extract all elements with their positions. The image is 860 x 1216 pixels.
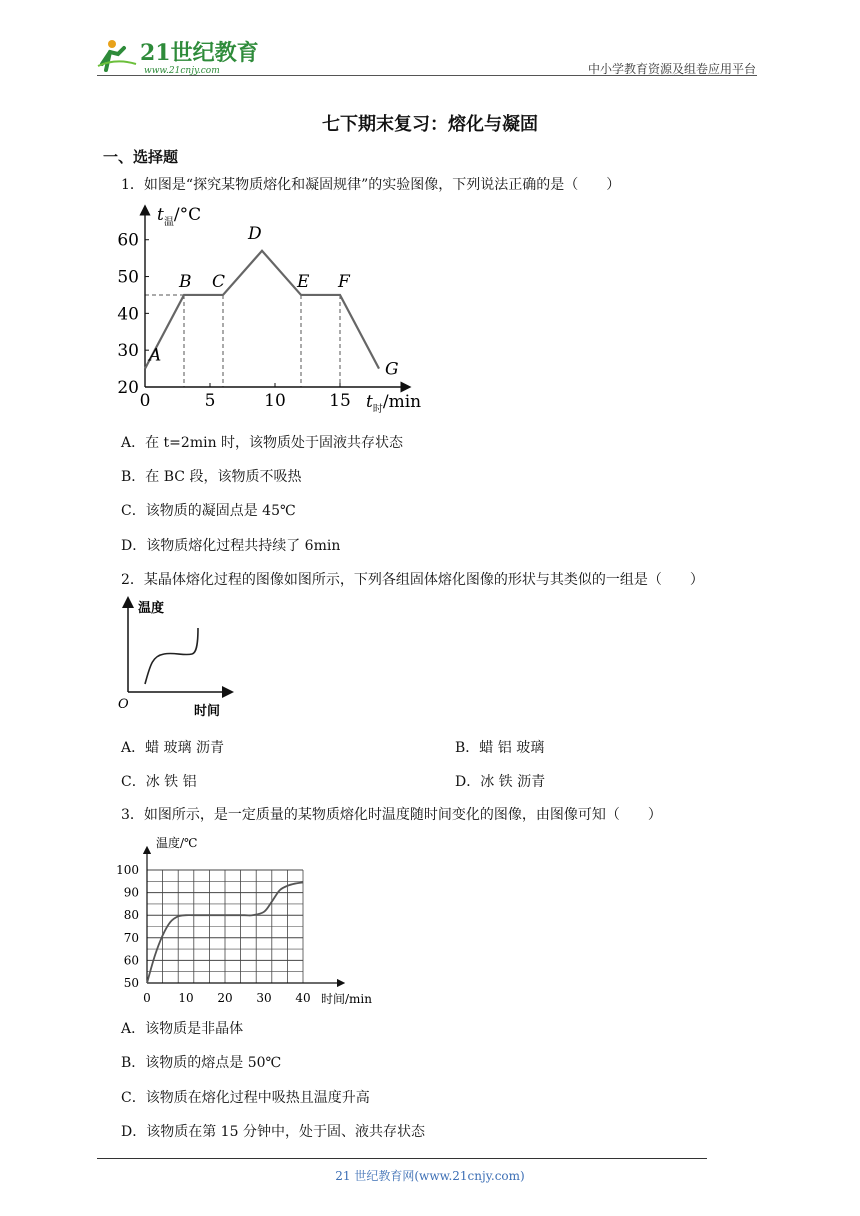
q1-ytick-label: 30 <box>117 341 139 362</box>
q1-series-line <box>145 251 379 369</box>
q3-xtick-label: 40 <box>295 991 311 1005</box>
q1-xtick-label: 0 <box>139 391 151 411</box>
q1-xtick-label: 15 <box>329 391 351 411</box>
q2-option-c[interactable]: C．冰 铁 铝 <box>121 774 197 790</box>
q1-point-label-G: G <box>385 359 399 380</box>
q3-option-b[interactable]: B．该物质的熔点是 50℃ <box>121 1055 282 1071</box>
runner-logo-icon <box>98 40 136 70</box>
q1-ytick-label: 20 <box>117 378 139 398</box>
q1-ytick-label: 60 <box>117 230 139 251</box>
q1-xlabel <box>366 392 421 415</box>
q1-point-label-F: F <box>338 271 350 292</box>
q3-xtick-label: 20 <box>217 991 233 1005</box>
q1-point-label-E: E <box>297 271 310 292</box>
q3-option-c[interactable]: C．该物质在熔化过程中吸热且温度升高 <box>121 1090 370 1106</box>
q3-ytick-label: 80 <box>123 908 139 923</box>
q1-xtick-label: 10 <box>264 391 286 411</box>
q1-option-a[interactable]: A．在 t=2min 时，该物质处于固液共存状态 <box>121 435 404 451</box>
question-2-stem: 2．某晶体熔化过程的图像如图所示，下列各组固体熔化图像的形状与其类似的一组是（ ） <box>121 572 704 588</box>
q1-option-b[interactable]: B．在 BC 段，该物质不吸热 <box>121 469 302 485</box>
q3-ytick-label: 70 <box>123 930 139 945</box>
q3-option-a[interactable]: A．该物质是非晶体 <box>121 1021 244 1037</box>
q1-xlabel-sub: 时 <box>372 404 383 415</box>
q1-xtick-label: 5 <box>204 391 216 411</box>
question-3-stem: 3．如图所示，是一定质量的某物质熔化时温度随时间变化的图像，由图像可知（ ） <box>121 807 662 823</box>
q1-xlabel-main: t <box>366 392 373 412</box>
q2-option-d[interactable]: D．冰 铁 沥青 <box>455 774 546 790</box>
header-divider <box>97 75 757 76</box>
q1-ylabel-unit: /°C <box>173 205 202 225</box>
q1-point-label-A: A <box>149 345 162 366</box>
q3-xtick-label: 0 <box>143 991 151 1005</box>
q3-xtick-label: 10 <box>178 991 194 1005</box>
site-logo <box>96 36 266 76</box>
q1-option-d[interactable]: D．该物质熔化过程共持续了 6min <box>121 538 341 554</box>
q3-ytick-label: 60 <box>123 953 139 968</box>
q2-ylabel: 温度 <box>138 601 165 616</box>
q3-ylabel: 温度/℃ <box>156 836 198 850</box>
q1-option-c[interactable]: C．该物质的凝固点是 45℃ <box>121 503 296 519</box>
q1-ylabel-sub: 温 <box>163 217 174 228</box>
q1-ytick-label: 50 <box>117 267 139 288</box>
q2-option-b[interactable]: B．蜡 铝 玻璃 <box>455 740 545 756</box>
q1-ytick-label: 40 <box>117 304 139 325</box>
platform-name: 中小学教育资源及组卷应用平台 <box>587 62 756 76</box>
logo-text: 21世纪教育 <box>140 40 259 66</box>
q1-chart <box>112 200 432 420</box>
q2-option-a[interactable]: A．蜡 玻璃 沥青 <box>121 740 225 756</box>
q1-point-label-C: C <box>212 271 226 292</box>
q2-origin: O <box>118 697 129 712</box>
q1-point-label-D: D <box>248 223 262 244</box>
q1-point-label-B: B <box>179 271 192 292</box>
q1-ylabel-main: t <box>157 205 164 225</box>
q3-ytick-label: 100 <box>116 863 139 877</box>
footer-text: 21 世纪教育网(www.21cnjy.com) <box>335 1169 525 1183</box>
q2-xlabel: 时间 <box>194 704 221 719</box>
q3-chart <box>112 830 392 1010</box>
logo-url: www.21cnjy.com <box>144 66 220 76</box>
q3-xlabel: 时间/min <box>321 992 372 1006</box>
q2-chart <box>112 596 242 722</box>
question-1-stem: 1．如图是“探究某物质熔化和凝固规律”的实验图像，下列说法正确的是（ ） <box>121 177 621 193</box>
page-title: 七下期末复习：熔化与凝固 <box>322 114 538 135</box>
q3-ytick-label: 50 <box>123 976 139 990</box>
q2-curve <box>145 628 198 684</box>
q1-ylabel <box>157 205 201 228</box>
q3-xtick-label: 30 <box>256 991 272 1005</box>
q3-ytick-label: 90 <box>123 885 139 900</box>
q1-xlabel-unit: /min <box>382 392 422 412</box>
footer-divider <box>97 1158 707 1159</box>
q3-option-d[interactable]: D．该物质在第 15 分钟中，处于固、液共存状态 <box>121 1124 425 1140</box>
section-heading: 一、选择题 <box>103 148 179 166</box>
